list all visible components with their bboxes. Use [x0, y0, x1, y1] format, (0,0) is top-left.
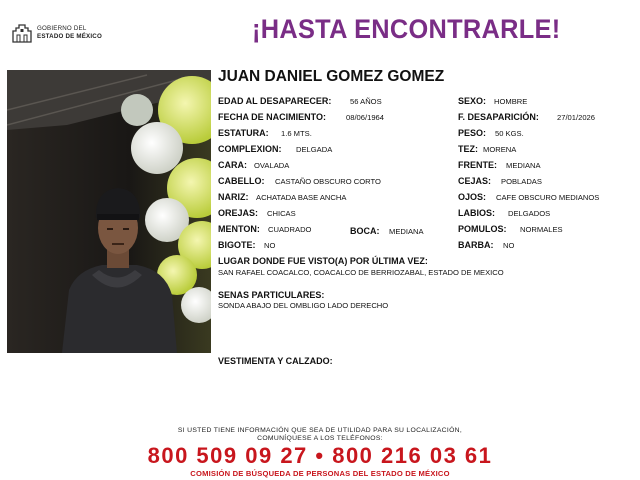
estatura-label: ESTATURA: — [218, 128, 269, 138]
boca-label: BOCA: — [350, 226, 380, 236]
peso-value: 50 KGS. — [495, 129, 524, 138]
nariz-value: ACHATADA BASE ANCHA — [256, 193, 347, 202]
cara-value: OVALADA — [254, 161, 290, 170]
cabello-value: CASTAÑO OBSCURO CORTO — [275, 177, 381, 186]
senas-label: SENAS PARTICULARES: — [218, 290, 325, 300]
bigote-value: NO — [264, 241, 276, 250]
sexo-value: HOMBRE — [494, 97, 528, 106]
commission-name: COMISIÓN DE BÚSQUEDA DE PERSONAS DEL ESTADO DE MÉXICO — [190, 469, 450, 478]
cejas-label: CEJAS: — [458, 176, 492, 186]
menton-label: MENTON: — [218, 224, 260, 234]
sexo-label: SEXO: — [458, 96, 487, 106]
footer-note-1: SI USTED TIENE INFORMACIÓN QUE SEA DE UTILIDAD PARA SU LOCALIZACIÓN, — [177, 427, 463, 434]
barba-value: NO — [503, 241, 515, 250]
desaparicion-label: F. DESAPARICIÓN: — [458, 112, 539, 122]
lugar-label: LUGAR DONDE FUE VISTO(A) POR ÚLTIMA VEZ: — [218, 256, 428, 266]
logo-line-2: ESTADO DE MÉXICO — [37, 33, 102, 40]
government-logo — [10, 22, 120, 46]
orejas-label: OREJAS: — [218, 208, 259, 218]
cabello-label: CABELLO: — [218, 176, 265, 186]
cara-label: CARA: — [218, 160, 247, 170]
logo-line-1: GOBIERNO DEL — [37, 25, 87, 32]
pomulos-label: POMULOS: — [458, 224, 507, 234]
missing-person-photo — [7, 70, 211, 353]
orejas-value: CHICAS — [267, 209, 296, 218]
vestimenta-label: VESTIMENTA Y CALZADO: — [218, 356, 333, 366]
edad-label: EDAD AL DESAPARECER: — [218, 96, 332, 106]
complexion-value: DELGADA — [296, 145, 333, 154]
menton-value: CUADRADO — [268, 225, 312, 234]
peso-label: PESO: — [458, 128, 487, 138]
edad-value: 56 AÑOS — [350, 97, 382, 106]
nacimiento-value: 08/06/1964 — [346, 113, 385, 122]
tez-label: TEZ: — [458, 144, 478, 154]
labios-value: DELGADOS — [508, 209, 551, 218]
complexion-label: COMPLEXION: — [218, 144, 282, 154]
boca-value: MEDIANA — [389, 227, 424, 236]
phone-numbers: 800 509 09 27 • 800 216 03 61 — [147, 443, 493, 468]
ojos-value: CAFE OBSCURO MEDIANOS — [496, 193, 600, 202]
bigote-label: BIGOTE: — [218, 240, 256, 250]
pomulos-value: NORMALES — [520, 225, 563, 234]
tez-value: MORENA — [483, 145, 517, 154]
lugar-value: SAN RAFAEL COACALCO, COACALCO DE BERRIOZABAL, ESTADO DE MEXICO — [218, 268, 504, 277]
estatura-value: 1.6 MTS. — [281, 129, 312, 138]
senas-value: SONDA ABAJO DEL OMBLIGO LADO DERECHO — [218, 301, 389, 310]
barba-label: BARBA: — [458, 240, 494, 250]
headline: ¡HASTA ENCONTRARLE! — [252, 14, 561, 44]
labios-label: LABIOS: — [458, 208, 495, 218]
desaparicion-value: 27/01/2026 — [557, 113, 596, 122]
nacimiento-label: FECHA DE NACIMIENTO: — [218, 112, 326, 122]
person-name: JUAN DANIEL GOMEZ GOMEZ — [218, 68, 445, 85]
frente-value: MEDIANA — [506, 161, 541, 170]
cejas-value: POBLADAS — [501, 177, 542, 186]
nariz-label: NARIZ: — [218, 192, 249, 202]
ojos-label: OJOS: — [458, 192, 487, 202]
coat-of-arms-icon — [10, 22, 34, 44]
frente-label: FRENTE: — [458, 160, 497, 170]
footer-note-2: COMUNÍQUESE A LOS TELÉFONOS: — [257, 435, 383, 442]
